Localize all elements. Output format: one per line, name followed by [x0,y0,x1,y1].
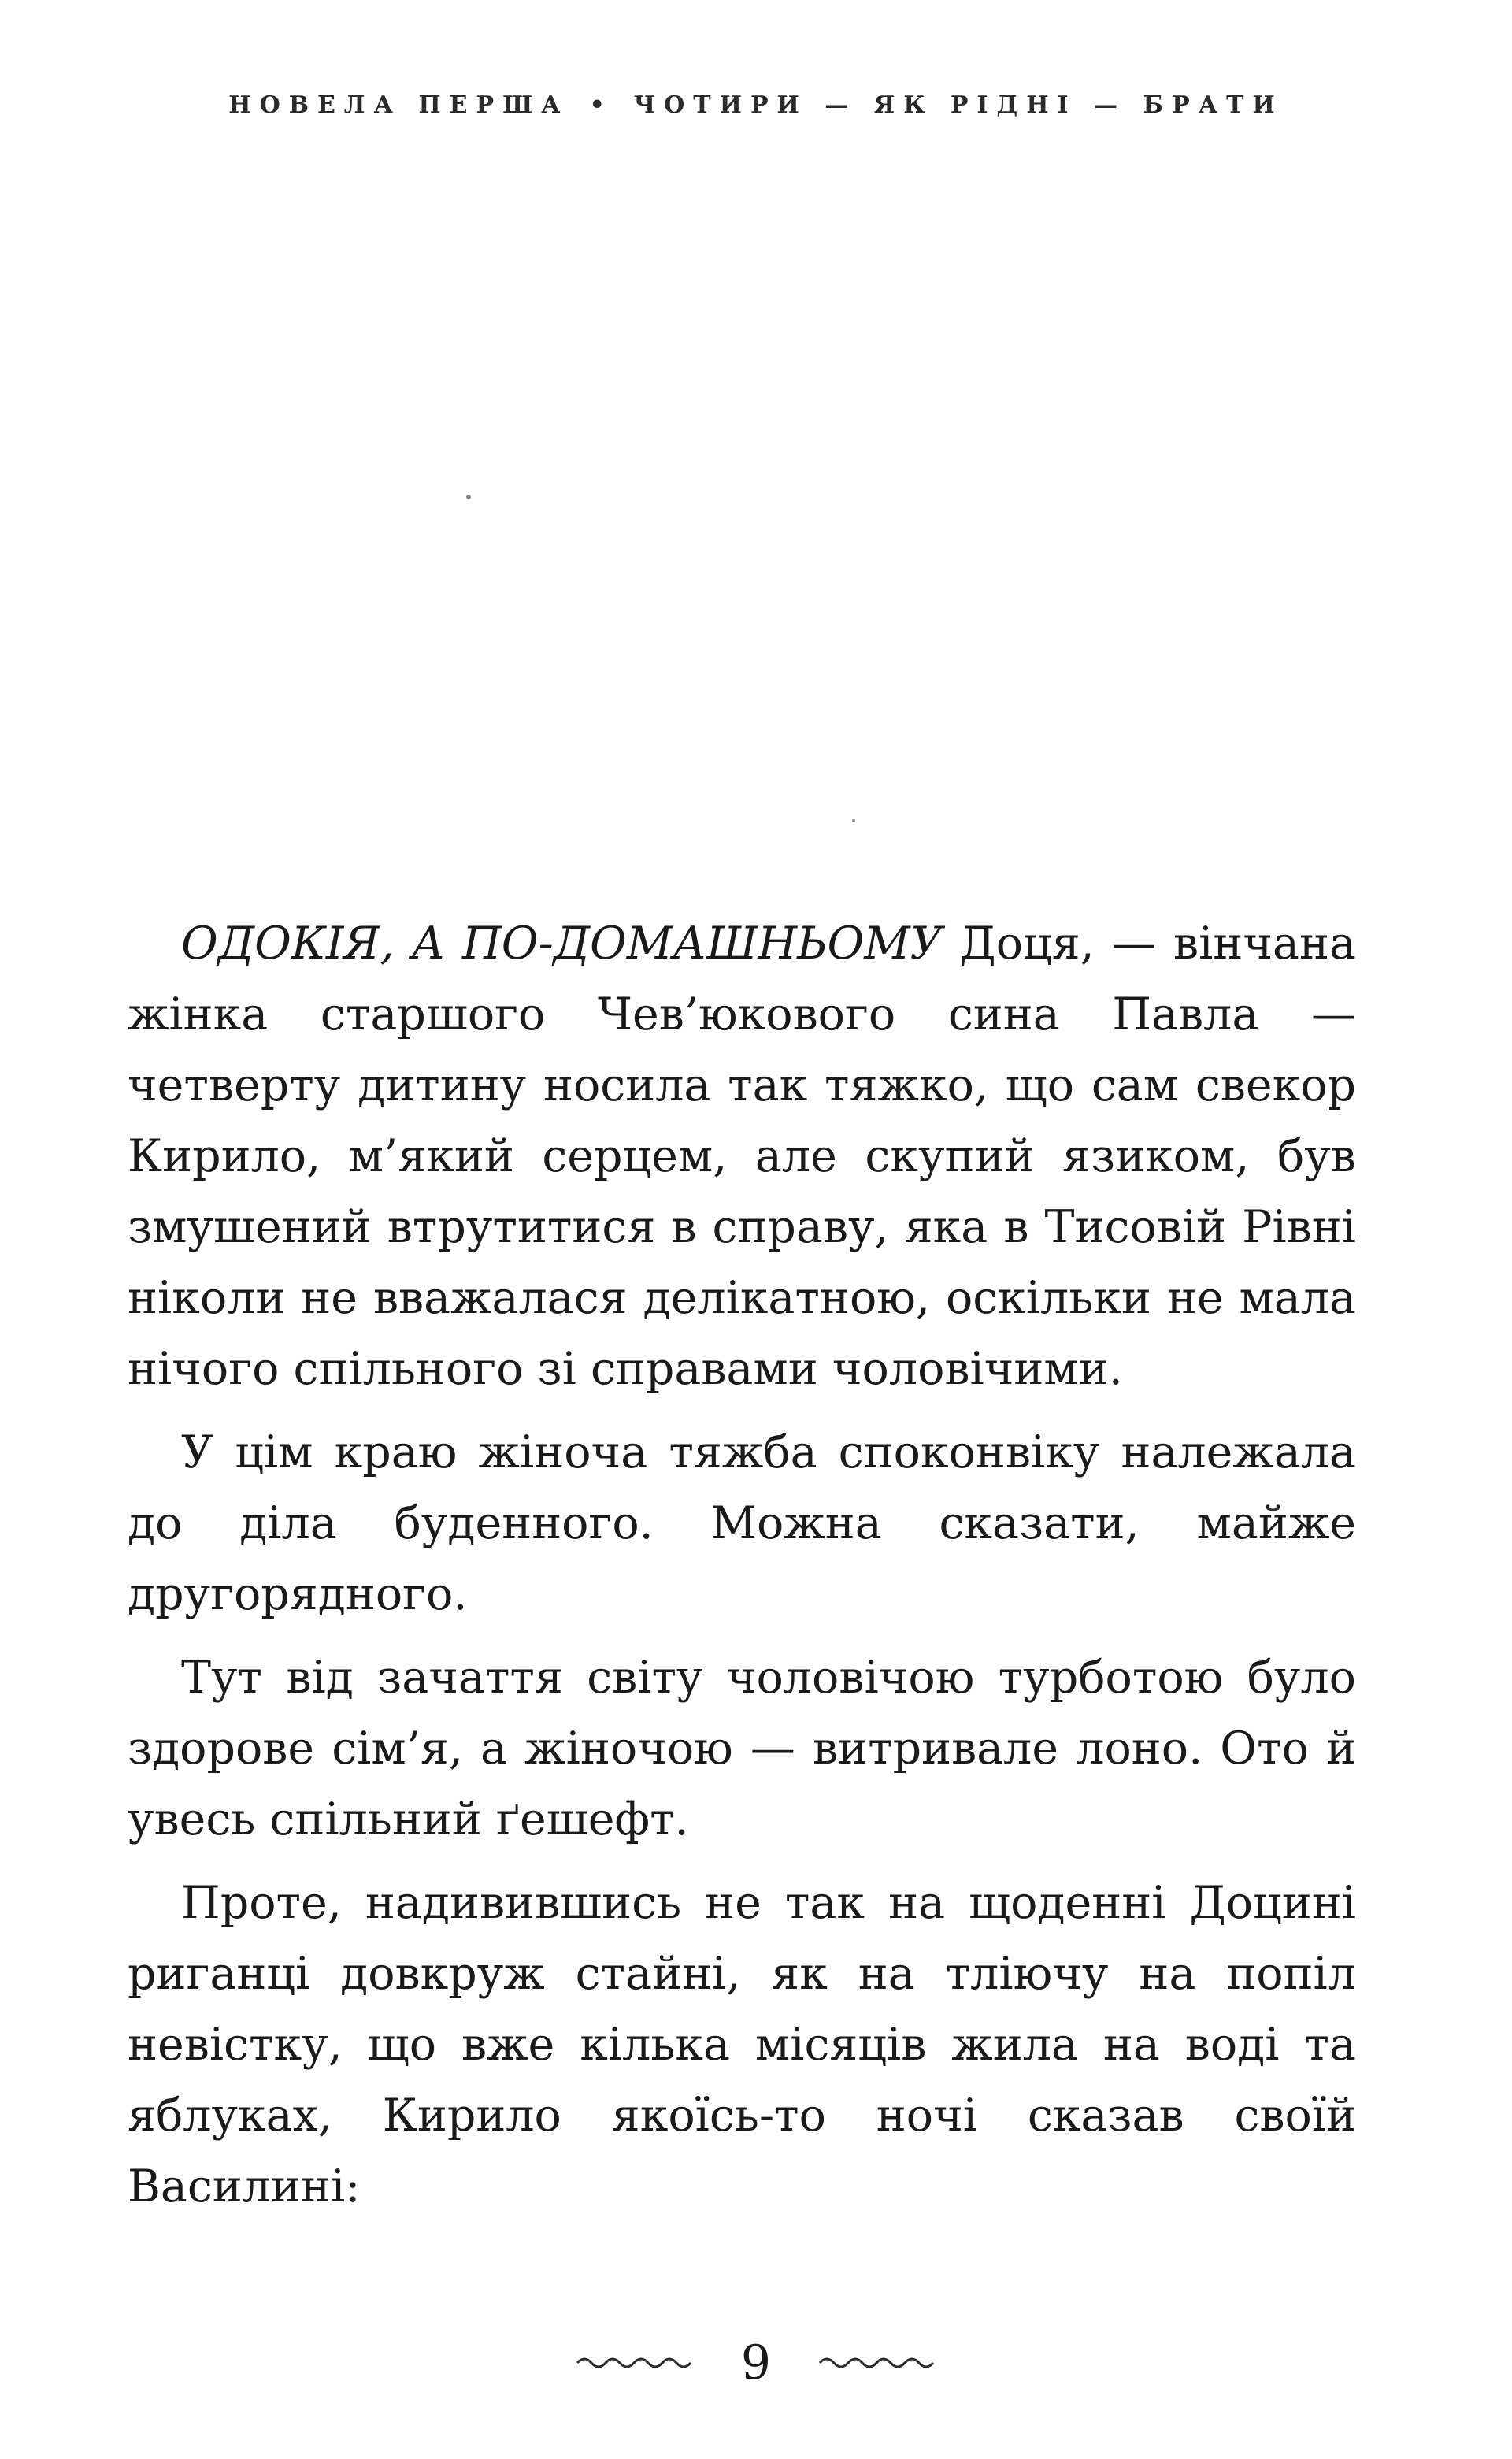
paragraph-text: Доця, — вінчана жінка старшого Чев’юкового сина Павла — четверту дитину носила так тяжко, що сам свекор Кирило, м’який серцем, але скупий язиком, був змушений втрутитися в справу, яка в Тисовій Рівні ніколи не вважалася делікатною, оскільки не мала нічого спільного зі справами чоловічими. [128,918,1357,1395]
paragraph-lead-in: ОДОКІЯ, А ПО-ДОМАШНЬОМУ [181,918,943,970]
running-header [0,91,1512,119]
header-section-title: НОВЕЛА ПЕРША [228,91,569,119]
header-separator: • [589,91,613,119]
paper-speck [852,819,855,822]
paragraph: У цім краю жіноча тяжба споконвіку належала до діла буденного. Можна сказати, майже другорядного. [128,1426,1356,1620]
paper-speck [466,495,471,499]
wavy-line-icon [818,2351,936,2375]
body-text [128,908,1356,2235]
wavy-line-icon [576,2351,694,2375]
page-number: 9 [740,2335,772,2390]
paragraph: Проте, надивившись не так на щоденні Доцині риганці довкруж стайні, як на тліючу на попіл невістку, що вже кілька місяців жила на воді та яблуках, Кирило якоїсь-то ночі сказав своїй Василині: [128,1877,1356,2212]
header-chapter-title: ЧОТИРИ — ЯК РІДНІ — БРАТИ [633,91,1284,119]
page-footer [0,2327,1512,2398]
paragraph [128,908,1356,1404]
paragraph: Тут від зачаття світу чоловічою турботою було здорове сім’я, а жіночою — витривале лоно. Ото й увесь спільний ґешефт. [128,1652,1356,1845]
